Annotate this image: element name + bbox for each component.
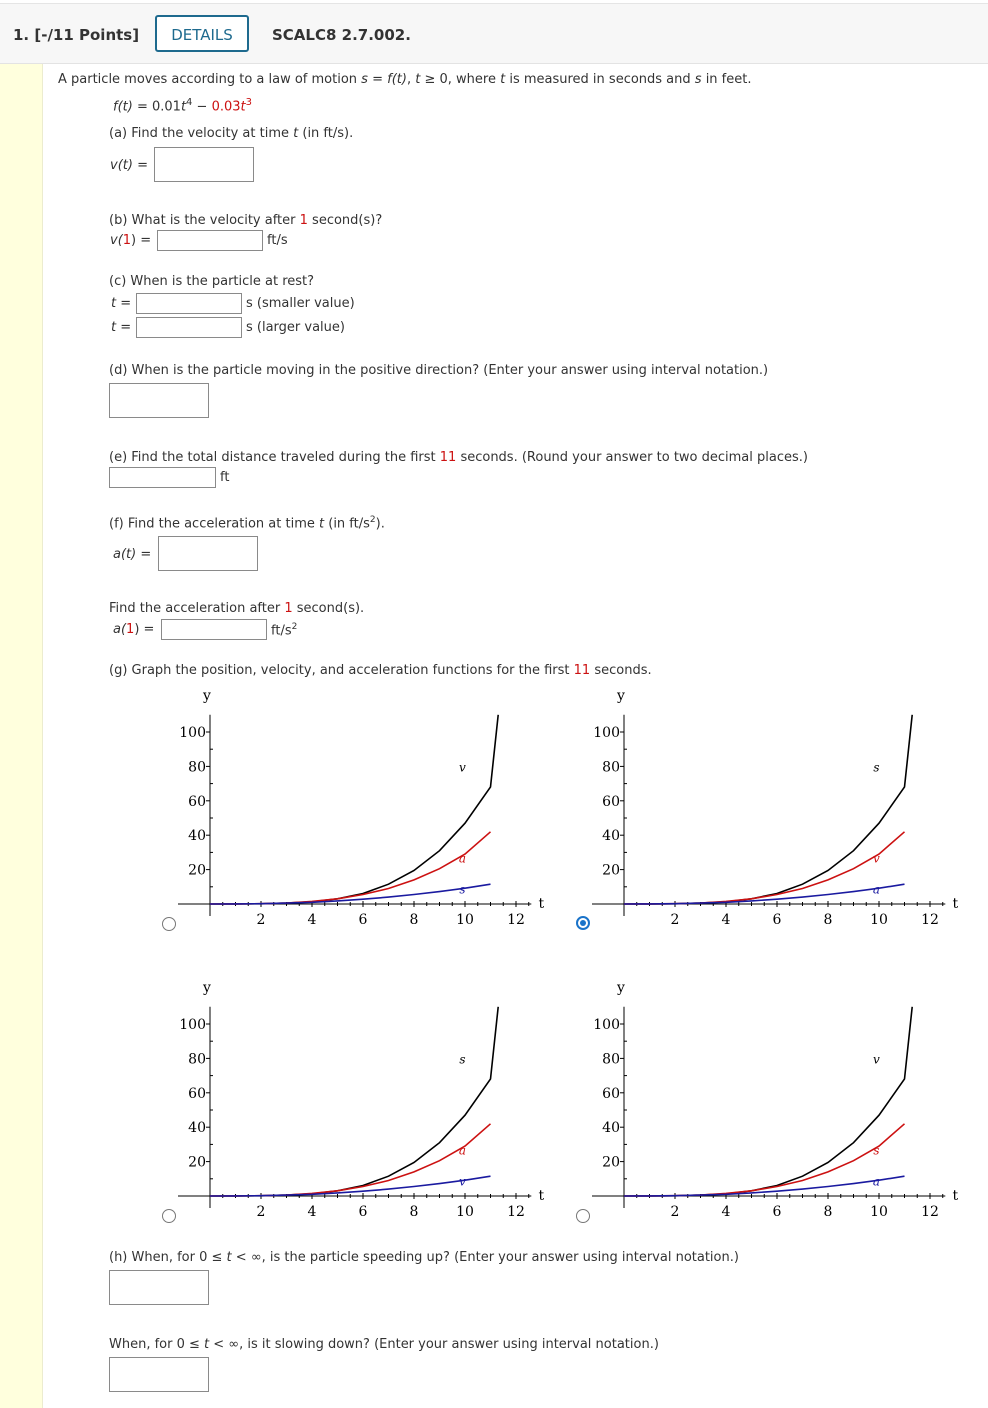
red-curve-label: v [873, 851, 880, 866]
part-e-prompt: (e) Find the total distance traveled during the first 11 seconds. (Round your answer to two decimal places.) [109, 450, 808, 465]
y-tick-label: 100 [593, 1017, 620, 1033]
t-tick-label: 12 [507, 1204, 525, 1220]
black-curve [210, 715, 498, 904]
acceleration-label: a(t) = [113, 547, 152, 562]
graph-option-4[interactable] [584, 975, 964, 1230]
blue-curve [210, 884, 491, 904]
t-tick-label: 10 [456, 1204, 474, 1220]
y-tick-label: 40 [188, 828, 206, 845]
black-curve-label: s [459, 1052, 466, 1067]
part-d-prompt: (d) When is the particle moving in the positive direction? (Enter your answer using interval notation.) [109, 363, 769, 378]
blue-curve-label: a [872, 1174, 881, 1189]
y-tick-label: 100 [179, 1017, 206, 1033]
t-tick-label: 8 [409, 1204, 419, 1220]
y-tick-label: 20 [188, 862, 206, 879]
rest-time-small-label: t = [111, 296, 132, 311]
blue-curve-label: v [459, 1174, 466, 1189]
question-code: SCALC8 2.7.002. [272, 26, 411, 44]
left-accent-bar [0, 64, 43, 1408]
y-tick-label: 20 [188, 1154, 206, 1171]
t-axis-label: t [538, 896, 545, 912]
black-curve [624, 1007, 912, 1196]
y-tick-label: 40 [602, 1120, 620, 1137]
y-tick-label: 40 [188, 1120, 206, 1137]
y-tick-label: 80 [602, 1051, 620, 1068]
y-axis-label: y [203, 688, 211, 704]
velocity-at-1-label: v(1) = [110, 233, 152, 248]
y-tick-label: 20 [602, 1154, 620, 1171]
y-tick-label: 100 [179, 725, 206, 741]
rest-time-larger-unit: s (larger value) [246, 320, 345, 335]
y-tick-label: 100 [593, 725, 620, 741]
part-h2-prompt: When, for 0 ≤ t < ∞, is it slowing down? (Enter your answer using interval notation.) [109, 1337, 659, 1352]
graph-option-1[interactable] [170, 683, 550, 938]
t-tick-label: 12 [921, 912, 939, 928]
t-tick-label: 2 [670, 912, 680, 928]
part-a-prompt: (a) Find the velocity at time t (in ft/s). [109, 126, 354, 141]
part-c-prompt: (c) When is the particle at rest? [109, 274, 315, 289]
y-tick-label: 60 [602, 793, 620, 810]
blue-curve [624, 1176, 905, 1196]
problem-statement: A particle moves according to a law of motion s = f(t), t ≥ 0, where t is measured in seconds and s in feet. [58, 72, 752, 87]
velocity-at-1-input[interactable] [157, 230, 263, 251]
acceleration-at-1-label: a(1) = [113, 622, 155, 637]
t-tick-label: 4 [721, 912, 731, 928]
red-curve [210, 1124, 491, 1196]
red-curve-label: a [458, 851, 467, 866]
t-tick-label: 6 [358, 1204, 368, 1220]
t-tick-label: 6 [358, 912, 368, 928]
t-tick-label: 12 [921, 1204, 939, 1220]
t-tick-label: 10 [870, 1204, 888, 1220]
t-axis-label: t [538, 1188, 545, 1204]
black-curve-label: v [873, 1052, 880, 1067]
t-tick-label: 2 [256, 1204, 266, 1220]
details-button[interactable]: DETAILS [155, 15, 249, 52]
graph-option-2[interactable] [584, 683, 964, 938]
part-f-prompt: (f) Find the acceleration at time t (in $ft/s^2$). [109, 515, 385, 532]
positive-direction-input[interactable] [109, 383, 209, 418]
question-number: 1. [-/11 Points] [13, 26, 140, 44]
t-tick-label: 4 [721, 1204, 731, 1220]
part-f2-prompt: Find the acceleration after 1 second(s). [109, 601, 365, 616]
acceleration-function-input[interactable] [158, 536, 258, 571]
t-tick-label: 6 [772, 1204, 782, 1220]
t-tick-label: 8 [823, 1204, 833, 1220]
blue-curve [210, 1176, 491, 1196]
red-curve-label: a [458, 1143, 467, 1158]
black-curve [210, 1007, 498, 1196]
red-curve-label: s [873, 1143, 880, 1158]
t-tick-label: 8 [823, 912, 833, 928]
part-g-prompt: (g) Graph the position, velocity, and acceleration functions for the first 11 seconds. [109, 663, 652, 678]
t-axis-label: t [952, 896, 959, 912]
y-tick-label: 40 [602, 828, 620, 845]
rest-time-larger-input[interactable] [136, 317, 242, 338]
acceleration-unit: $ft/s^2$ [271, 622, 298, 639]
t-tick-label: 10 [870, 912, 888, 928]
distance-unit: ft [220, 470, 230, 485]
t-tick-label: 2 [256, 912, 266, 928]
part-b-prompt: (b) What is the velocity after 1 second(s)? [109, 213, 383, 228]
y-tick-label: 60 [188, 793, 206, 810]
t-tick-label: 4 [307, 1204, 317, 1220]
acceleration-at-1-input[interactable] [161, 619, 267, 640]
y-axis-label: y [617, 980, 625, 996]
black-curve-label: v [459, 760, 466, 775]
black-curve-label: s [873, 760, 880, 775]
y-tick-label: 80 [602, 759, 620, 776]
velocity-function-input[interactable] [154, 147, 254, 182]
t-axis-label: t [952, 1188, 959, 1204]
velocity-label: v(t) = [110, 158, 148, 173]
t-tick-label: 8 [409, 912, 419, 928]
y-axis-label: y [203, 980, 211, 996]
graph-option-3[interactable] [170, 975, 550, 1230]
rest-time-smaller-unit: s (smaller value) [246, 296, 355, 311]
y-tick-label: 60 [188, 1085, 206, 1102]
part-h-prompt: (h) When, for 0 ≤ t < ∞, is the particle speeding up? (Enter your answer using interval notation.) [109, 1250, 739, 1265]
velocity-unit: ft/s [267, 233, 288, 248]
t-tick-label: 2 [670, 1204, 680, 1220]
slowing-down-input[interactable] [109, 1357, 209, 1392]
y-tick-label: 80 [188, 1051, 206, 1068]
rest-time-smaller-input[interactable] [136, 293, 242, 314]
blue-curve [624, 884, 905, 904]
speeding-up-input[interactable] [109, 1270, 209, 1305]
red-curve [624, 1124, 905, 1196]
red-curve [210, 832, 491, 904]
t-tick-label: 12 [507, 912, 525, 928]
rest-time-large-label: t = [111, 320, 132, 335]
question-header [0, 4, 988, 64]
position-function: $f(t) = 0.01t^4 - 0.03t^3$ [113, 97, 253, 115]
y-tick-label: 20 [602, 862, 620, 879]
blue-curve-label: s [459, 882, 466, 897]
t-tick-label: 6 [772, 912, 782, 928]
blue-curve-label: a [872, 882, 881, 897]
y-tick-label: 60 [602, 1085, 620, 1102]
t-tick-label: 4 [307, 912, 317, 928]
red-curve [624, 832, 905, 904]
black-curve [624, 715, 912, 904]
t-tick-label: 10 [456, 912, 474, 928]
y-tick-label: 80 [188, 759, 206, 776]
y-axis-label: y [617, 688, 625, 704]
total-distance-input[interactable] [109, 467, 216, 488]
